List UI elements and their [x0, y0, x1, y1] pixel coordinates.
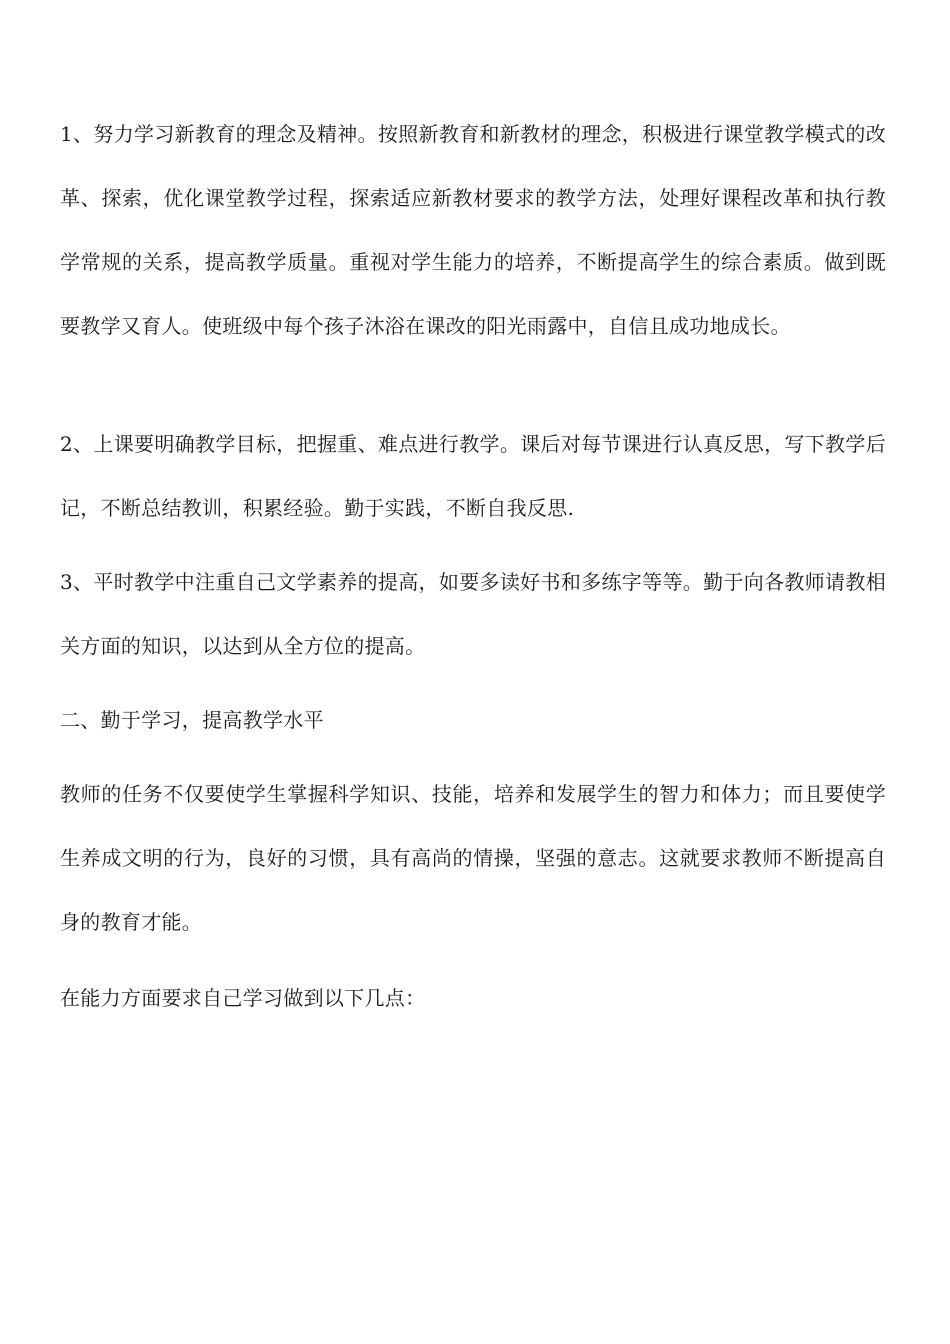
paragraph-point-2: 2、上课要明确教学目标，把握重、难点进行教学。课后对每节课进行认真反思，写下教学后记，不断总结教训，积累经验。勤于实践，不断自我反思.: [60, 432, 886, 520]
paragraph-teacher-task: 教师的任务不仅要使学生掌握科学知识、技能，培养和发展学生的智力和体力；而且要使学生养成文明的行为，良好的习惯，具有高尚的情操，坚强的意志。这就要求教师不断提高自身的教育才能。: [60, 782, 886, 934]
section-heading: 二、勤于学习，提高教学水平: [60, 708, 324, 732]
paragraph-point-1: 1、努力学习新教育的理念及精神。按照新教育和新教材的理念，积极进行课堂教学模式的改革、探索，优化课堂教学过程，探索适应新教材要求的教学方法，处理好课程改革和执行教学常规的关系，提高教学质量。重视对学生能力的培养，不断提高学生的综合素质。做到既要教学又育人。使班级中每个孩子沐浴在课改的阳光雨露中，自信且成功地成长。: [60, 122, 886, 338]
paragraph-ability-intro: 在能力方面要求自己学习做到以下几点：: [60, 986, 426, 1010]
paragraph-point-3: 3、平时教学中注重自己文学素养的提高，如要多读好书和多练字等等。勤于向各教师请教相关方面的知识，以达到从全方位的提高。: [60, 570, 886, 658]
